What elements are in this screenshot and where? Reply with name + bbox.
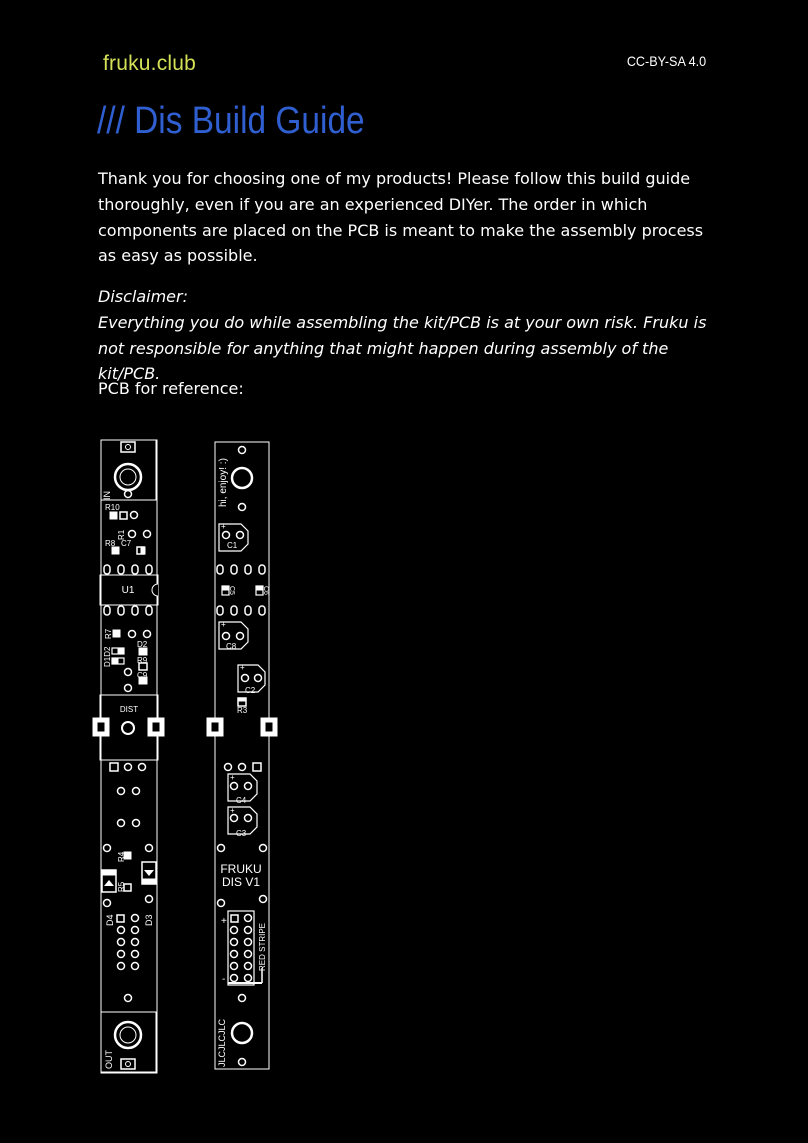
disclaimer-heading: Disclaimer: xyxy=(98,287,188,306)
label-r4: R4 xyxy=(117,851,126,862)
board-brand-line1: FRUKU xyxy=(220,862,262,876)
label-r9: R9 xyxy=(137,656,148,665)
bottom-mount-hole xyxy=(232,1023,252,1043)
label-d1d2: D1D2 xyxy=(103,646,112,667)
label-r1: R1 xyxy=(117,529,126,540)
page-title: /// Dis Build Guide xyxy=(97,100,365,142)
label-header-minus: - xyxy=(222,974,226,985)
label-header-plus: + xyxy=(221,916,227,927)
license-label: CC-BY-SA 4.0 xyxy=(626,53,706,69)
label-jlc: JLCJLCJLC xyxy=(217,1018,227,1067)
label-c1: C1 xyxy=(227,541,238,550)
label-plus-c4: + xyxy=(230,773,235,782)
label-out: OUT xyxy=(104,1050,114,1069)
label-plus-c3: + xyxy=(230,806,235,815)
in-jack-hole xyxy=(115,464,141,490)
label-red-stripe: RED STRIPE xyxy=(258,922,267,971)
label-c2: C2 xyxy=(245,686,256,695)
label-c3: C3 xyxy=(236,829,247,838)
label-d2: D2 xyxy=(137,640,148,649)
label-r10: R10 xyxy=(105,503,120,512)
pcb-caption: PCB for reference: xyxy=(98,379,244,398)
label-r8: R8 xyxy=(105,539,116,548)
out-jack-hole xyxy=(115,1022,141,1048)
label-plus-c8: + xyxy=(221,620,226,629)
label-c7: C7 xyxy=(121,539,132,548)
disclaimer-text: Everything you do while assembling the kit/PCB is at your own risk. Fruku is not responsible for anything that might happen during assembly of the kit/PCB. xyxy=(98,312,707,384)
site-name: fruku.club xyxy=(103,52,197,75)
dist-pot-shaft xyxy=(122,722,134,734)
label-plus-c1: + xyxy=(221,522,226,531)
label-plus-c2: + xyxy=(240,663,245,672)
label-c9: C9 xyxy=(137,671,148,680)
label-d4: D4 xyxy=(105,914,115,926)
label-c4: C4 xyxy=(236,796,247,805)
label-c6: C6 xyxy=(262,586,269,595)
board-brand-line2: DIS V1 xyxy=(221,875,261,889)
label-r7: R7 xyxy=(104,628,113,639)
greeting-text: hi, enjoy! :) xyxy=(218,458,229,507)
label-c8: C8 xyxy=(226,642,237,651)
intro-paragraph: Thank you for choosing one of my products! Please follow this build guide thoroughly, even if you are an experienced DIYer. The order in which components are placed on the PCB is meant to make the assembly process as easy as possible. xyxy=(98,169,704,266)
label-u1: U1 xyxy=(121,585,135,596)
label-c5: C5 xyxy=(228,586,235,595)
label-r3: R3 xyxy=(237,706,248,715)
label-dist: DIST xyxy=(119,705,139,714)
label-in: IN xyxy=(102,491,112,500)
label-d3: D3 xyxy=(144,914,154,926)
top-mount-hole xyxy=(232,468,252,488)
label-r5: R5 xyxy=(117,881,126,892)
